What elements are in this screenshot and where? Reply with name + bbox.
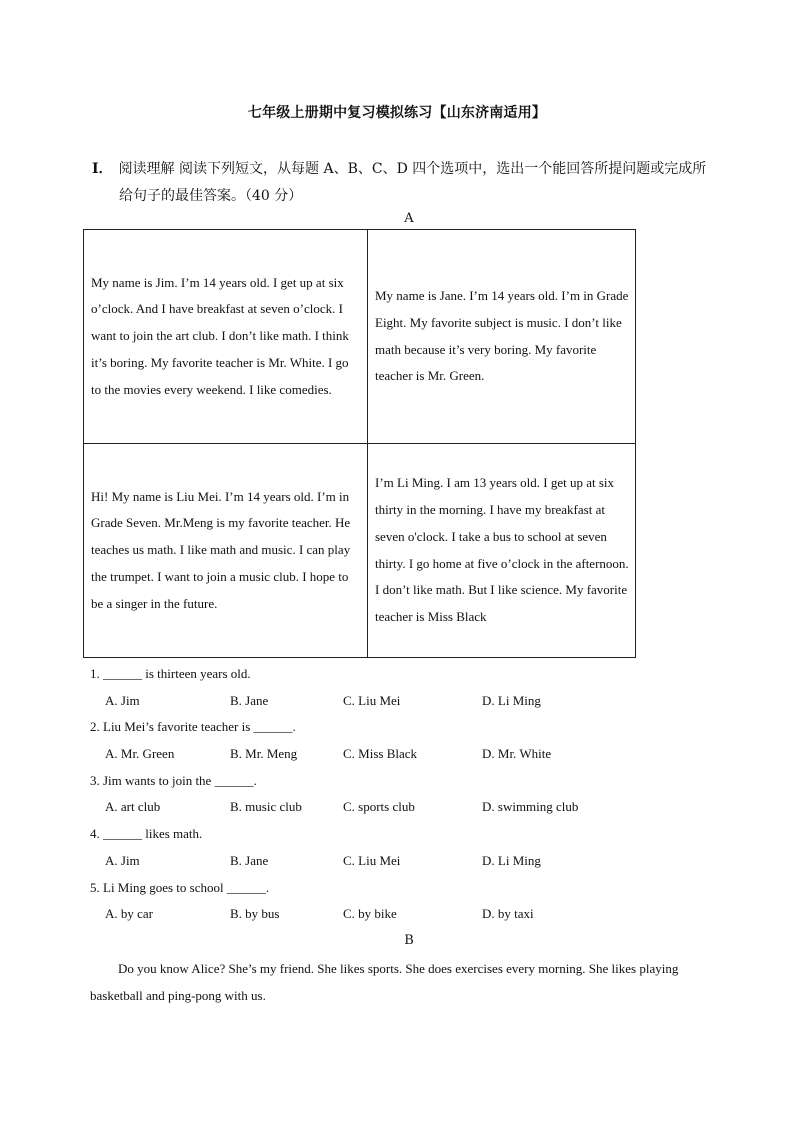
question-options	[90, 741, 710, 768]
page-title: 七年级上册期中复习模拟练习【山东济南适用】	[247, 105, 547, 121]
passage-b-label: B	[404, 933, 414, 948]
option-b: B. music club	[230, 799, 302, 815]
instruction-line-1: 阅读理解 阅读下列短文，从每题 A、B、C、D 四个选项中，选出一个能回答所提问题或完成所	[118, 161, 707, 177]
question	[90, 875, 710, 928]
question	[90, 768, 710, 821]
option-c: C. sports club	[343, 799, 415, 815]
question-options	[90, 794, 710, 821]
question-options	[90, 848, 710, 875]
section-instructions	[92, 156, 712, 210]
option-a: A. Mr. Green	[105, 746, 175, 762]
question-stem: 4. ______ likes math.	[90, 826, 203, 842]
question-list	[90, 661, 710, 928]
passage-cell-li-ming: I’m Li Ming. I am 13 years old. I get up at six thirty in the morning. I have my breakfast at seven o'clock. I take a bus to school at seven thirty. I go home at five o’clock in the afternoon. I don’t like math. But I like science. My favorite teacher is Miss Black	[368, 444, 636, 658]
option-a: A. art club	[105, 799, 161, 815]
option-b: B. Jane	[230, 692, 269, 708]
option-c: C. by bike	[343, 906, 397, 922]
option-d: D. by taxi	[482, 906, 534, 922]
question	[90, 714, 710, 767]
passage-a-label: A	[404, 211, 414, 226]
option-c: C. Liu Mei	[343, 692, 401, 708]
instruction-line-2: 给句子的最佳答案。（40 分）	[119, 188, 303, 204]
question-stem: 3. Jim wants to join the ______.	[90, 772, 257, 788]
option-d: D. Li Ming	[482, 852, 541, 868]
question	[90, 661, 710, 714]
passage-a-table	[83, 229, 636, 658]
passage-cell-jane: My name is Jane. I’m 14 years old. I’m in Grade Eight. My favorite subject is music. I don’t like math because it’s very boring. My favorite teacher is Mr. Green.	[368, 230, 636, 444]
option-b: B. Jane	[230, 852, 269, 868]
option-a: A. Jim	[105, 852, 140, 868]
question-stem: 1. ______ is thirteen years old.	[90, 666, 251, 681]
question	[90, 821, 710, 874]
option-c: C. Liu Mei	[343, 852, 401, 868]
option-d: D. swimming club	[482, 799, 579, 815]
passage-cell-liu-mei: Hi! My name is Liu Mei. I’m 14 years old. I’m in Grade Seven. Mr.Meng is my favorite teacher. He teaches us math. I like math and music. I can play the trumpet. I want to join a music club. I hope to be a singer in the future.	[84, 444, 368, 658]
option-a: A. Jim	[105, 692, 140, 708]
option-b: B. Mr. Meng	[230, 746, 298, 762]
question-stem: 2. Liu Mei’s favorite teacher is ______.	[90, 719, 296, 735]
option-d: D. Mr. White	[482, 746, 552, 762]
option-c: C. Miss Black	[343, 746, 418, 762]
question-options	[90, 901, 710, 928]
question-options	[90, 688, 710, 715]
option-d: D. Li Ming	[482, 692, 541, 708]
option-a: A. by car	[105, 906, 154, 922]
passage-b-text: Do you know Alice? She’s my friend. She likes sports. She does exercises every morning. She likes playing basketball and ping-pong with us.	[90, 961, 679, 1003]
question-stem: 5. Li Ming goes to school ______.	[90, 879, 270, 895]
section-number: I．	[92, 161, 113, 177]
passage-cell-jim: My name is Jim. I’m 14 years old. I get up at six o’clock. And I have breakfast at seven o’clock. I want to join the art club. I don’t like math. I think it’s boring. My favorite teacher is Mr. White. I go to the movies every weekend. I like comedies.	[84, 230, 368, 444]
option-b: B. by bus	[230, 906, 280, 922]
